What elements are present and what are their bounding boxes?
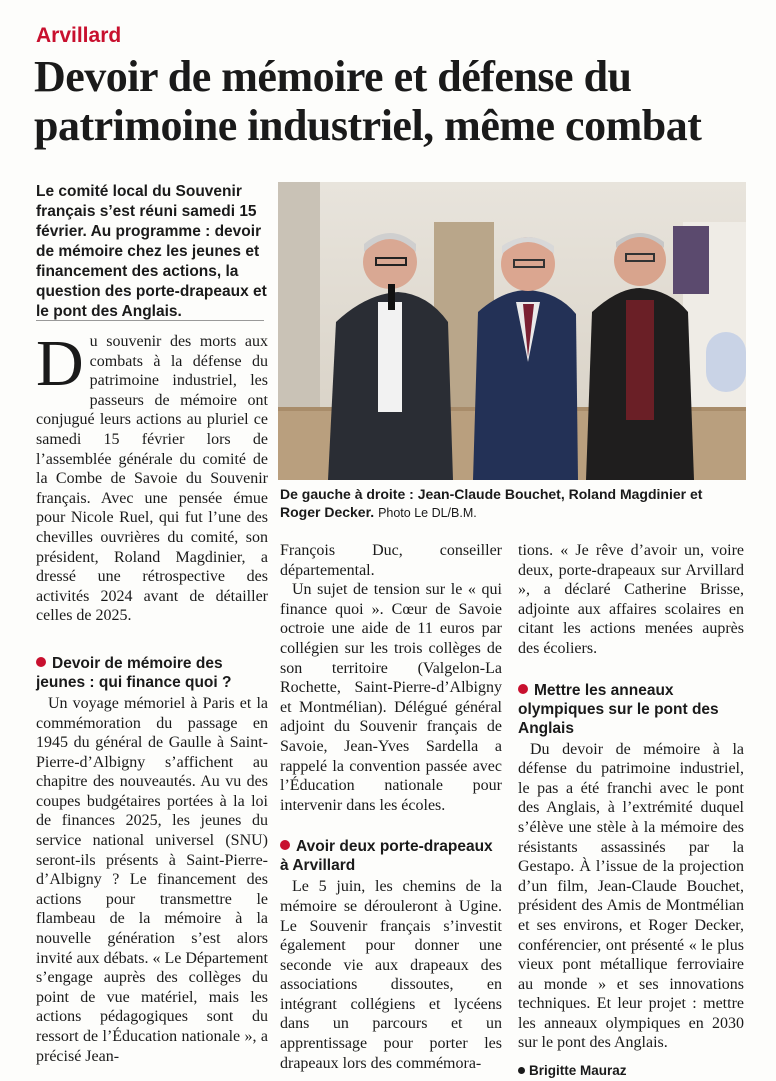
byline-bullet-icon	[518, 1067, 525, 1074]
red-bullet-icon	[280, 840, 290, 850]
subhead-text: Mettre les anneaux olympiques sur le pont des Anglais	[518, 681, 719, 737]
lead-paragraph	[36, 327, 268, 626]
photo-caption	[280, 485, 746, 522]
chapo-divider	[36, 320, 264, 321]
drop-cap: D	[36, 327, 84, 400]
red-bullet-icon	[518, 684, 528, 694]
red-bullet-icon	[36, 657, 46, 667]
paragraph: Du devoir de mémoire à la défense du patrimoine industriel, le pas a été franchi avec le pont des Anglais, à l’extrémité duquel s’élève une stèle à la mémoire des résistants assassinés par la Gestapo. À l’issue de la projection d’un film, Jean-Claude Bouchet, président des Amis de Montmélian et ses environs, et Roger Decker, conférencier, ont présenté « le plus vieux pont métallique ferroviaire au monde » et ses innovations techniques. Et leur projet : mettre les anneaux olympiques en 2030 sur le pont des Anglais.	[518, 740, 744, 1052]
headline: Devoir de mémoire et défense du patrimoine industriel, même combat	[34, 52, 702, 150]
article-column-1	[36, 327, 268, 1066]
byline-author: Brigitte Mauraz	[529, 1063, 627, 1079]
kicker: Arvillard	[36, 24, 122, 47]
caption-credit: Photo Le DL/B.M.	[378, 506, 477, 520]
subhead-porte-drapeaux	[280, 837, 502, 875]
chapo: Le comité local du Souvenir français s’est réuni samedi 15 février. Au programme : devoir de mémoire chez les jeunes et financement des actions, la question des porte-drapeaux et le pont des Anglais.	[36, 183, 267, 320]
byline	[518, 1061, 744, 1081]
paragraph: Un sujet de tension sur le « qui finance quoi ». Cœur de Savoie octroie une aide de 11 euros par collégien sur les trois collèges de son territoire (Valgelon-La Rochette, Saint-Pierre-d’Albigny et Montmélian). Délégué général adjoint du Souvenir français de Savoie, Jean-Yves Sardella a rappelé la convention passée avec l’Éducation nationale pour intervenir dans les écoles.	[280, 581, 502, 814]
caption-text: De gauche à droite : Jean-Claude Bouchet, Roland Magdinier et Roger Decker.	[280, 486, 703, 520]
paragraph: François Duc, conseiller départemental.	[280, 542, 502, 579]
group-photo-icon	[278, 182, 746, 480]
paragraph: Le 5 juin, les chemins de la mémoire se dérouleront à Ugine. Le Souvenir français s’investit également pour donner une seconde vie aux drapeaux des associations dissoutes, en intégrant collégiens et lycéens dans un parcours et un apprentissage pour porter les drapeaux lors des commémora-	[280, 878, 502, 1072]
group-photo	[278, 182, 746, 480]
subhead-devoir-memoire	[36, 654, 268, 692]
paragraph: tions. « Je rêve d’avoir un, voire deux, porte-drapeaux sur Arvillard », a déclaré Catherine Brisse, adjointe aux affaires scolaires en citant les actions menées auprès des écoliers.	[518, 542, 744, 657]
subhead-anneaux-olympiques	[518, 681, 744, 738]
paragraph: Un voyage mémoriel à Paris et la commémoration du passage en 1945 du général de Gaulle à Saint-Pierre-d’Albigny s’affichent au chapitre des nouveautés. Au vu des coupes budgétaires portées à la loi de finances 2025, les jeunes du service national universel (SNU) seront-ils présents à Saint-Pierre-d’Albigny ? Le financement des actions pour transmettre le flambeau de la mémoire à la nouvelle génération s’est alors invité aux débats. « Le Département s’engage auprès des collèges du point de vue matériel, mais les actions pédagogiques sont du ressort de l’Éducation nationale », a précisé Jean-	[36, 694, 268, 1065]
article-column-3	[518, 541, 744, 1081]
subhead-text: Avoir deux porte-drapeaux à Arvillard	[280, 838, 493, 875]
article-column-2	[280, 541, 502, 1073]
subhead-text: Devoir de mémoire des jeunes : qui finance quoi ?	[36, 654, 232, 691]
lead-text: u souvenir des morts aux combats à la défense du patrimoine industriel, les passeurs de mémoire ont conjugué leurs actions au pluriel ce samedi 15 février lors de l’assemblée générale du comité de la Combe de Savoie du Souvenir français. Avec une pensée émue pour Nicole Ruel, qui fut l’une des chevilles ouvrières du comité, son président, Roland Magdinier, a dressé une rétrospective des activités 2024 avant de détailler celles de 2025.	[36, 333, 268, 625]
